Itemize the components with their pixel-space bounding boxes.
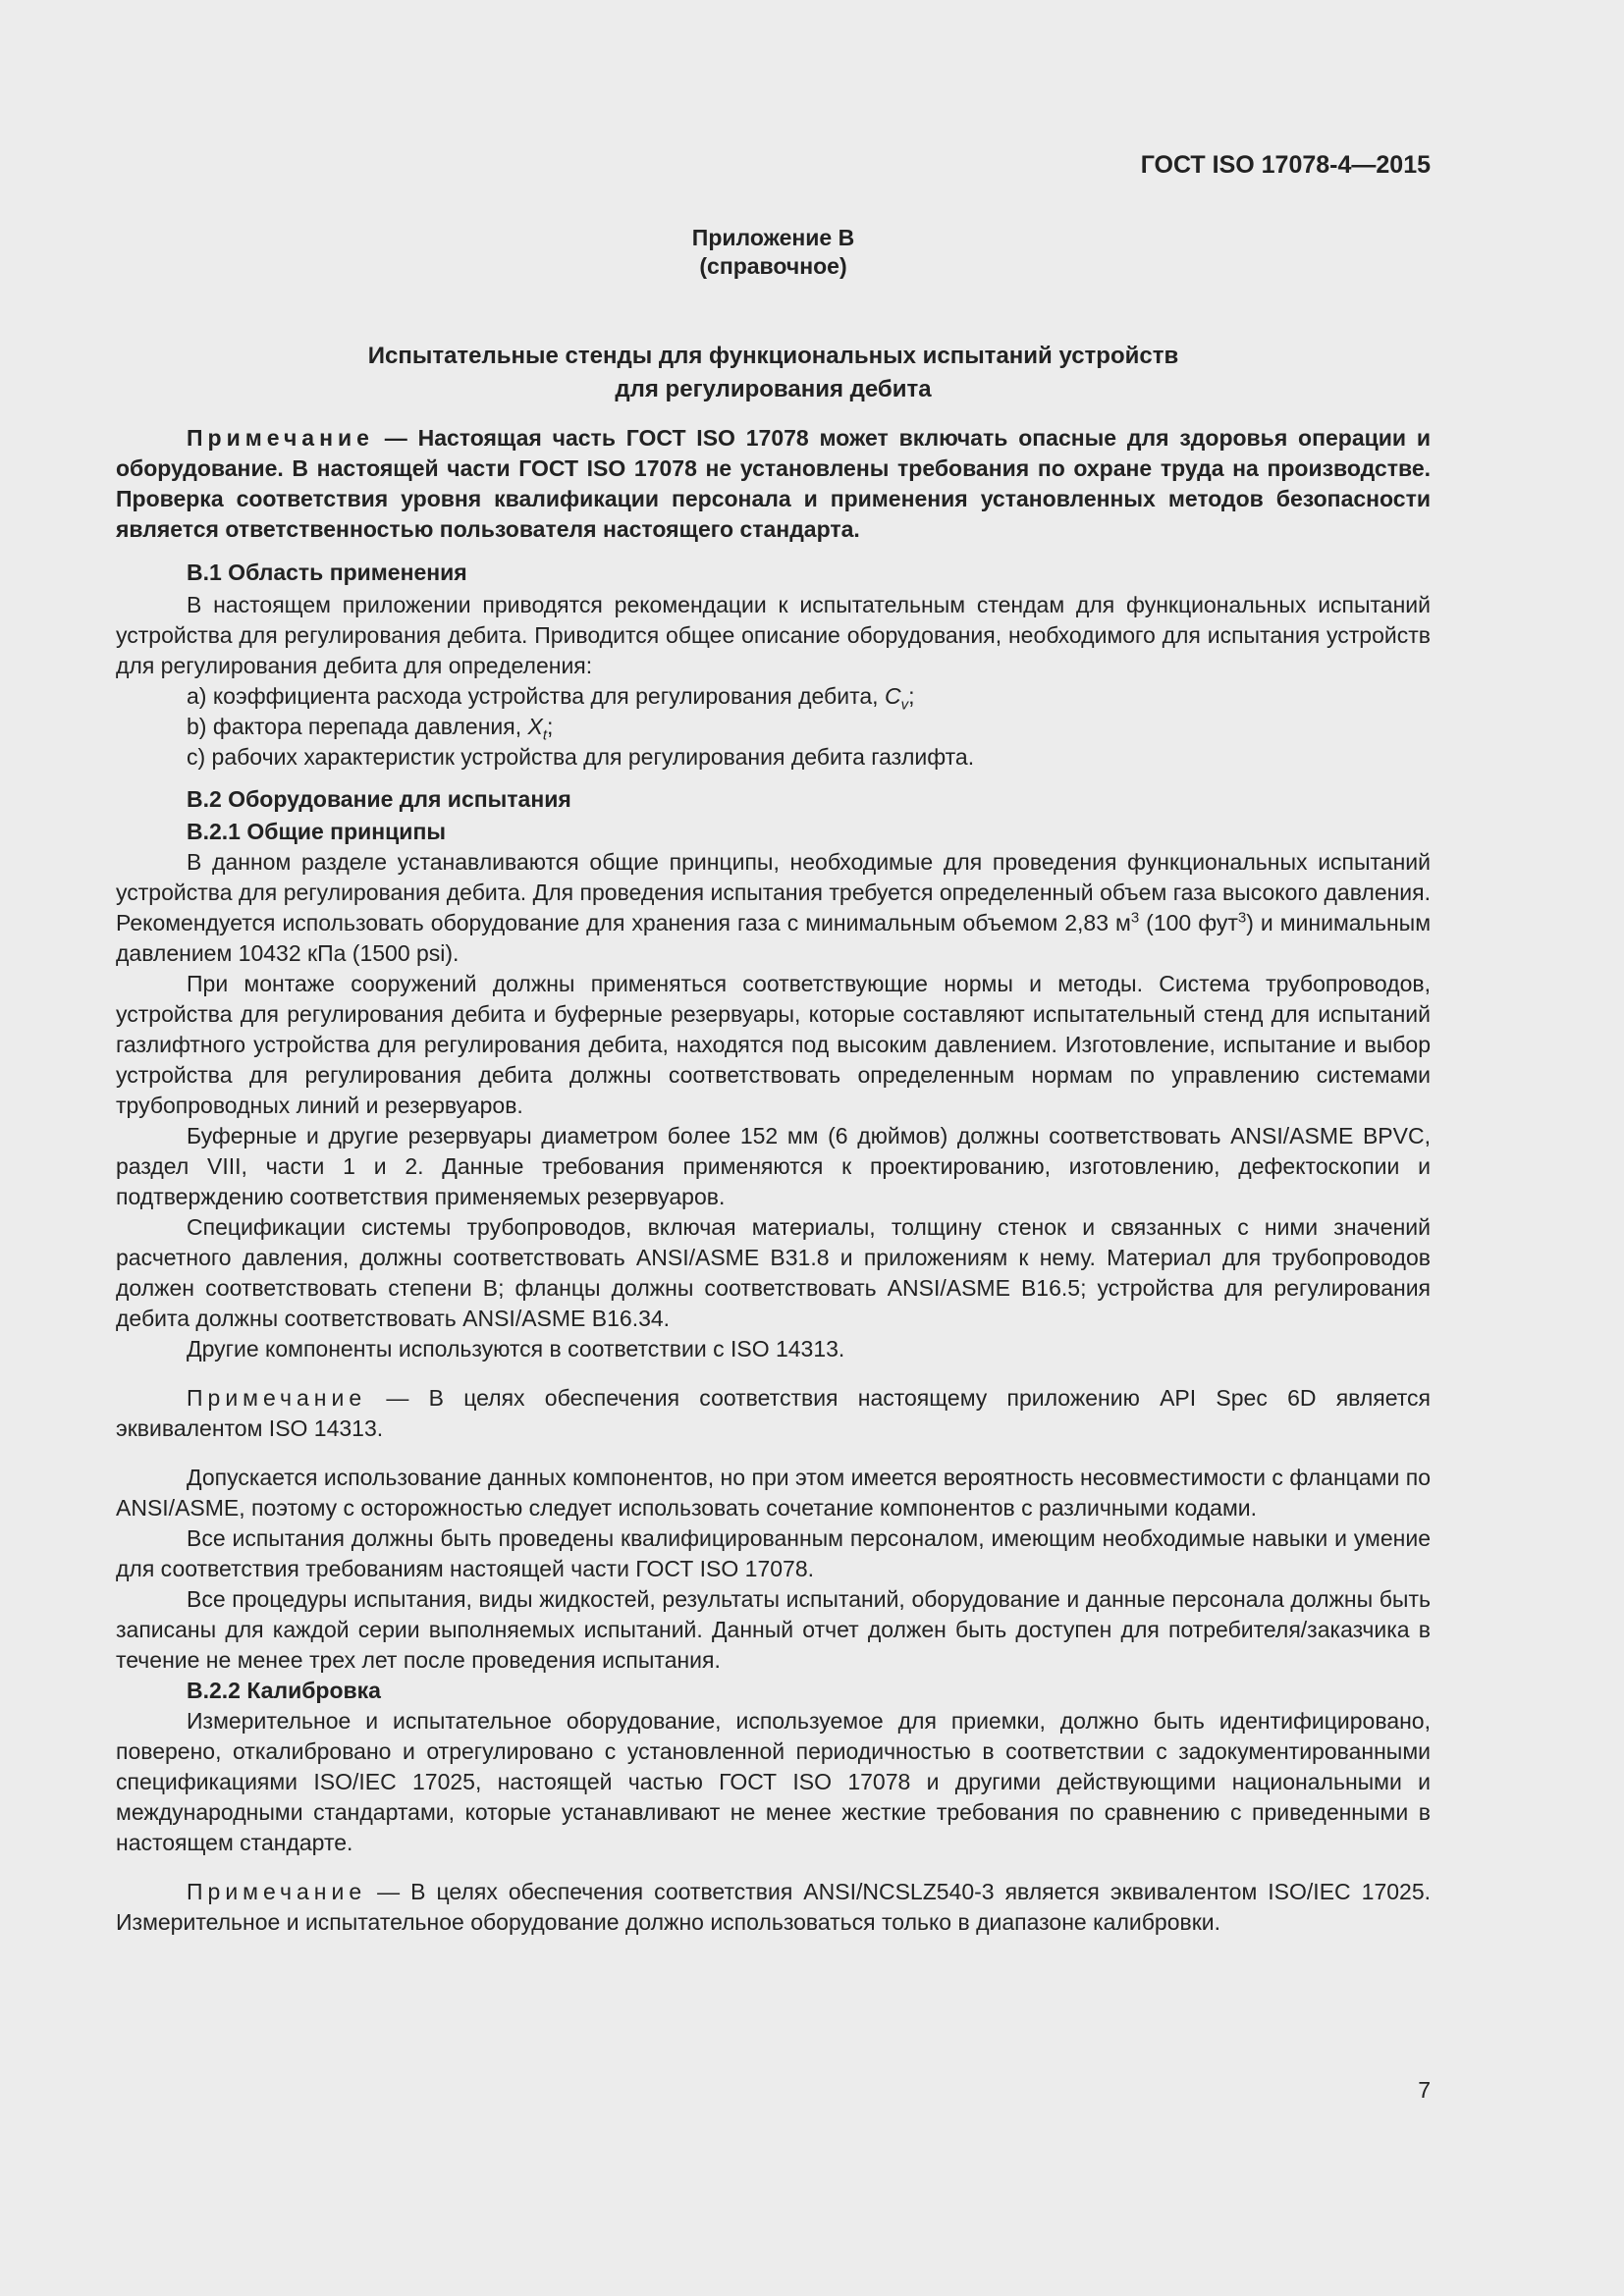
section-b1-paragraph: В настоящем приложении приводятся рекомендации к испытательным стендам для функциональных испытаний устройства для регулирования дебита. Приводится общее описание оборудования, необходимого для испытания устройств для регулирования дебита для определения:: [116, 592, 1431, 678]
note-text: В целях обеспечения соответствия ANSI/NCSLZ540-3 является эквивалентом ISO/IEC 17025. Измерительное и испытательное оборудование должно использоваться только в диапазоне калибровки.: [116, 1879, 1431, 1935]
paragraph: Все испытания должны быть проведены квалифицированным персоналом, имеющим необходимые навыки и умение для соответствия требованиям настоящей части ГОСТ ISO 17078.: [116, 1525, 1431, 1581]
list-item: с) рабочих характеристик устройства для регулирования дебита газлифта.: [187, 744, 975, 770]
note-label: Примечание: [187, 425, 374, 451]
note-label: Примечание: [187, 1879, 367, 1904]
paragraph: Допускается использование данных компонентов, но при этом имеется вероятность несовместимости с фланцами по ANSI/ASME, поэтому с осторожностью следует использовать сочетание компонентов с различными кодами.: [116, 1465, 1431, 1521]
note-label: Примечание: [187, 1385, 367, 1411]
determination-list: [187, 681, 1431, 773]
note-calibration: Примечание — В целях обеспечения соответствия ANSI/NCSLZ540-3 является эквивалентом ISO/IEC 17025. Измерительное и испытательное оборудование должно использоваться только в диапазоне калибровки.: [116, 1879, 1431, 1935]
list-item: а) коэффициента расхода устройства для регулирования дебита, $C_v$;: [187, 683, 915, 714]
title-line-1: Испытательные стенды для функциональных испытаний устройств: [367, 343, 1179, 369]
paragraph: Другие компоненты используются в соответствии с ISO 14313.: [187, 1336, 845, 1362]
paragraph: Буферные и другие резервуары диаметром более 152 мм (6 дюймов) должны соответствовать ANSI/ASME BPVC, раздел VIII, части 1 и 2. Данные требования применяются к проектированию, изготовлению, дефектоскопии и подтверждению соответствия применяемых резервуаров.: [116, 1123, 1431, 1209]
title-line-2: для регулирования дебита: [615, 376, 932, 402]
paragraph: Измерительное и испытательное оборудование, используемое для приемки, должно быть идентифицировано, поверено, откалибровано и отрегулировано с установленной периодичностью в соответствии с задокументированными спецификациями ISO/IEC 17025, настоящей частью ГОСТ ISO 17078 и другими действующими национальными и международными стандартами, которые устанавливают не менее жесткие требования по сравнению с приведенными в настоящем стандарте.: [116, 1708, 1431, 1855]
annex-heading: [116, 224, 1431, 281]
section-b2-heading: В.2 Оборудование для испытания: [187, 786, 571, 812]
note-dash: —: [373, 425, 418, 451]
note-text: Настоящая часть ГОСТ ISO 17078 может включать опасные для здоровья операции и оборудование. В настоящей части ГОСТ ISO 17078 не установлены требования по охране труда на производстве. Проверка соответствия уровня квалификации персонала и применения установленных методов безопасности является ответственностью пользователя настоящего стандарта.: [116, 425, 1432, 542]
note-text: В целях обеспечения соответствия настоящему приложению API Spec 6D является эквивалентом ISO 14313.: [116, 1385, 1431, 1441]
paragraph: При монтаже сооружений должны применяться соответствующие нормы и методы. Система трубопроводов, устройства для регулирования дебита и буферные резервуары, которые составляют испытательный стенд для испытаний газлифтного устройства для регулирования дебита, находятся под высоким давлением. Изготовление, испытание и выбор устройства для регулирования дебита должны соответствовать определенным нормам по управлению системами трубопроводных линий и резервуаров.: [116, 971, 1431, 1118]
section-b1-heading: В.1 Область применения: [187, 560, 467, 585]
standard-designation: ГОСТ ISO 17078-4—2015: [1140, 151, 1431, 179]
annex-status: (справочное): [699, 253, 847, 279]
paragraph: В данном разделе устанавливаются общие принципы, необходимые для проведения функциональных испытаний устройства для регулирования дебита. Для проведения испытания требуется определенный объем газа высокого давления. Рекомендуется использовать оборудование для хранения газа с минимальным объемом 2,83 $м^3$ (100 фут$^3$) и минимальным давлением 10432 кПа (1500 psi).: [116, 849, 1432, 966]
paragraph: Все процедуры испытания, виды жидкостей, результаты испытаний, оборудование и данные персонала должны быть записаны для каждой серии выполняемых испытаний. Данный отчет должен быть доступен для потребителя/заказчика в течение не менее трех лет после проведения испытания.: [116, 1586, 1431, 1673]
section-b22-heading: В.2.2 Калибровка: [187, 1678, 381, 1703]
list-item: b) фактора перепада давления, $X_t$;: [187, 714, 554, 744]
note-api-spec: Примечание — В целях обеспечения соответствия настоящему приложению API Spec 6D является эквивалентом ISO 14313.: [116, 1385, 1431, 1441]
paragraph: Спецификации системы трубопроводов, включая материалы, толщину стенок и связанных с ними значений расчетного давления, должны соответствовать ANSI/ASME B31.8 и приложениям к нему. Материал для трубопроводов должен соответствовать степени В; фланцы должны соответствовать ANSI/ASME B16.5; устройства для регулирования дебита должны соответствовать ANSI/ASME B16.34.: [116, 1214, 1431, 1331]
annex-main-title: [116, 340, 1431, 406]
annex-title: Приложение В: [691, 225, 855, 250]
safety-note: [116, 423, 1431, 545]
section-b21-heading: В.2.1 Общие принципы: [187, 819, 446, 844]
page-number: 7: [1418, 2077, 1431, 2103]
